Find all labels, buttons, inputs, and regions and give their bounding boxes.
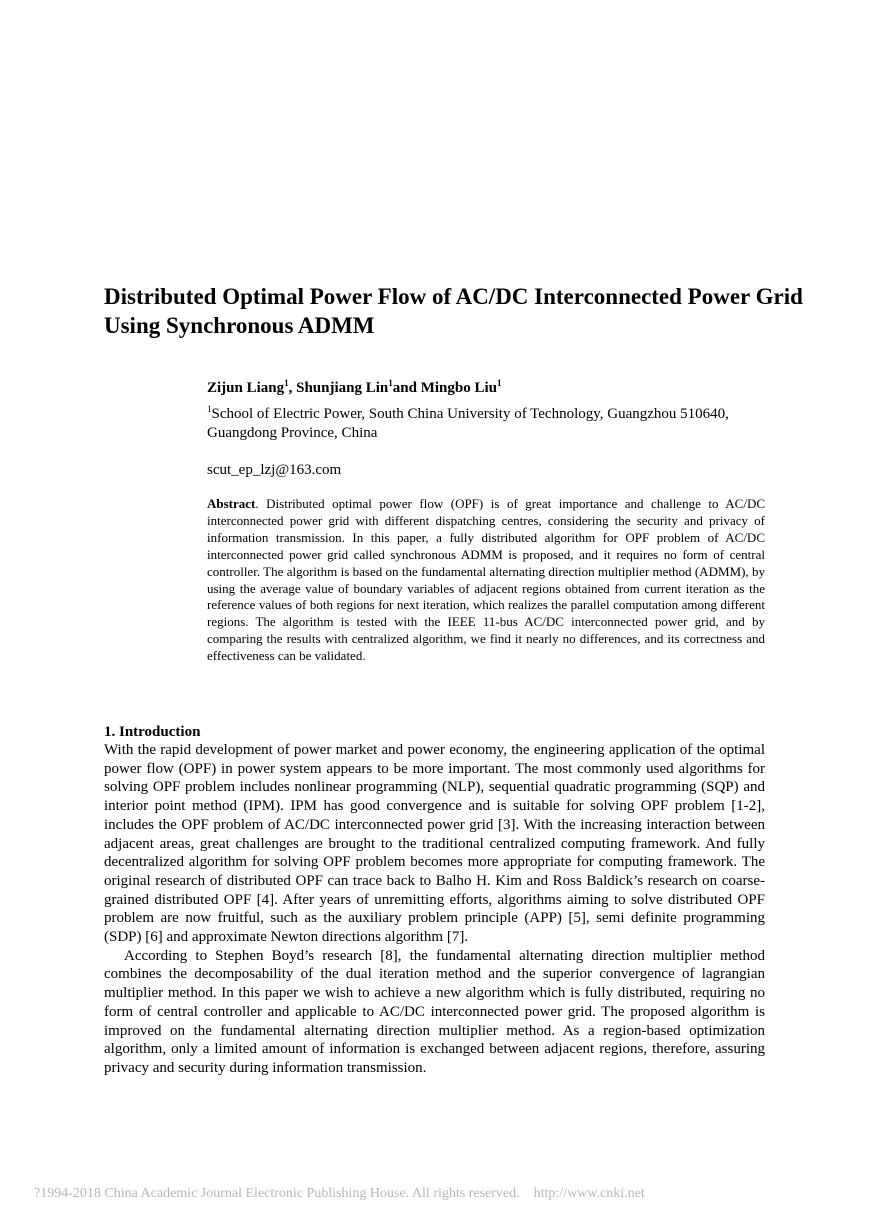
- affiliation-text: School of Electric Power, South China University of Technology, Guangzhou 510640, Guangdong Province, China: [207, 406, 729, 441]
- author-affiliation-mark: 1: [496, 378, 502, 388]
- author-name: Zijun Liang: [207, 380, 285, 396]
- abstract-text: . Distributed optimal power flow (OPF) is of great importance and challenge to AC/DC interconnected power grid with different dispatching centres, considering the security and privacy of information transmission. In this paper, a fully distributed algorithm for OPF problem of AC/DC interconnected power grid called synchronous ADMM is proposed, and it requires no form of central controller. The algorithm is based on the fundamental alternating direction multiplier method (ADMM), by using the average value of boundary variables of adjacent regions obtained from current iteration as the reference values of both regions for next iteration, which realizes the parallel computation among different regions. The algorithm is tested with the IEEE 11-bus AC/DC interconnected power grid, and by comparing the results with centralized algorithm, we find it nearly no differences, and its correctness and effectiveness can be validated.: [207, 496, 765, 664]
- footer-url: http://www.cnki.net: [533, 1186, 645, 1201]
- author-list: [207, 378, 501, 398]
- affiliation-mark: 1: [207, 404, 212, 414]
- abstract: [207, 496, 765, 665]
- paragraph: With the rapid development of power market and power economy, the engineering application of the optimal power flow (OPF) in power system appears to be more important. The most commonly used algorithms for solving OPF problem includes nonlinear programming (NLP), sequential quadratic programming (SQP) and interior point method (IPM). IPM has good convergence and is suitable for solving OPF problem [1-2], includes the OPF problem of AC/DC interconnected power grid [3]. With the increasing interaction between adjacent areas, great challenges are brought to the traditional centralized computing framework. And fully decentralized algorithm for solving OPF problem becomes more appropriate for computing framework. The original research of distributed OPF can trace back to Balho H. Kim and Ross Baldick’s research on coarse-grained distributed OPF [4]. After years of unremitting efforts, algorithms aiming to solve distributed OPF problem are now fruitful, such as the auxiliary problem principle (APP) [5], semi definite programming (SDP) [6] and approximate Newton directions algorithm [7].: [104, 742, 765, 946]
- section-body: [104, 741, 765, 1078]
- author-email: scut_ep_lzj@163.com: [207, 462, 342, 478]
- paper-title: Distributed Optimal Power Flow of AC/DC Interconnected Power Grid Using Synchronous ADMM: [104, 284, 803, 338]
- author-separator: ,: [288, 380, 297, 396]
- paragraph: According to Stephen Boyd’s research [8], the fundamental alternating direction multiplier method combines the decomposability of the dual iteration method and the superior convergence of lagrangian multiplier method. In this paper we wish to achieve a new algorithm which is fully distributed, requiring no form of central controller and applicable to AC/DC interconnected power grid. The proposed algorithm is improved on the fundamental alternating direction multiplier method. As a region-based optimization algorithm, only a limited amount of information is exchanged between adjacent regions, therefore, assuring privacy and security during information transmission.: [104, 947, 765, 1076]
- page-footer: [34, 1186, 645, 1202]
- affiliation: [207, 405, 767, 443]
- author-name: Shunjiang Lin: [296, 380, 389, 396]
- section-heading: 1. Introduction: [104, 724, 201, 740]
- author-name: Mingbo Liu: [420, 380, 497, 396]
- author-affiliation-mark: 1: [284, 378, 289, 388]
- author-separator: and: [392, 380, 421, 396]
- abstract-label: Abstract: [207, 496, 256, 511]
- copyright-notice: ?1994-2018 China Academic Journal Electronic Publishing House. All rights reserved.: [34, 1186, 520, 1201]
- author-affiliation-mark: 1: [388, 378, 393, 388]
